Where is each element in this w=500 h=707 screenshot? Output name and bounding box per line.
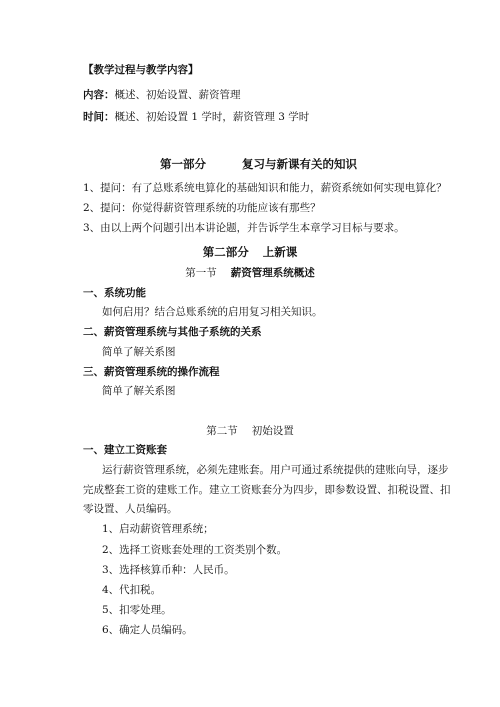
content-text: 概述、初始设置、薪资管理 bbox=[114, 89, 241, 101]
section2-label: 第二节 bbox=[206, 425, 238, 437]
section2-subheading: 一、建立工资账套 bbox=[83, 444, 167, 456]
content-line bbox=[83, 88, 241, 102]
content-label: 内容： bbox=[83, 89, 115, 101]
review-item: 1、提问：有了总账系统电算化的基础知识和能力，薪资系统如何实现电算化？ bbox=[83, 182, 447, 194]
section1-title: 薪资管理系统概述 bbox=[230, 267, 315, 279]
part2-heading bbox=[0, 245, 500, 259]
part2-title: 上新课 bbox=[262, 245, 298, 259]
setup-step: 4、代扣税。 bbox=[102, 584, 162, 596]
section2-paragraph-line: 完成整套工资的建账工作。建立工资账套分为四步，即参数设置、扣税设置、扣 bbox=[83, 484, 451, 496]
review-item: 2、提问：你觉得薪资管理系统的功能应该有那些？ bbox=[83, 202, 321, 214]
section2-paragraph-line: 零设置、人员编码。 bbox=[83, 503, 178, 515]
section2-heading bbox=[0, 424, 500, 438]
section1-paragraph: 简单了解关系图 bbox=[102, 385, 176, 397]
section2-title: 初始设置 bbox=[251, 425, 294, 437]
section1-subheading: 三、薪资管理系统的操作流程 bbox=[83, 366, 220, 378]
part1-label: 第一部分 bbox=[160, 157, 206, 171]
time-label: 时间： bbox=[83, 111, 115, 123]
part1-title: 复习与新课有关的知识 bbox=[242, 157, 357, 171]
section1-heading bbox=[0, 266, 500, 280]
time-text: 概述、初始设置 1 学时，薪资管理 3 学时 bbox=[114, 111, 310, 123]
setup-step: 5、扣零处理。 bbox=[102, 604, 172, 616]
section2-paragraph-line: 运行薪资管理系统，必须先建账套。用户可通过系统提供的建账向导，逐步 bbox=[102, 464, 449, 476]
section1-label: 第一节 bbox=[185, 267, 217, 279]
section1-subheading: 二、薪资管理系统与其他子系统的关系 bbox=[83, 326, 262, 338]
review-item: 3、由以上两个问题引出本讲论题，并告诉学生本章学习目标与要求。 bbox=[83, 222, 405, 234]
section1-paragraph: 简单了解关系图 bbox=[102, 346, 176, 358]
section1-subheading: 一、系统功能 bbox=[83, 287, 146, 299]
part1-heading bbox=[160, 157, 357, 171]
teaching-title: 【教学过程与教学内容】 bbox=[83, 64, 199, 76]
setup-step: 3、选择核算币种：人民币。 bbox=[102, 564, 235, 576]
part2-label: 第二部分 bbox=[202, 245, 249, 259]
section1-paragraph: 如何启用？结合总账系统的启用复习相关知识。 bbox=[102, 306, 323, 318]
time-line bbox=[83, 110, 309, 124]
setup-step: 1、启动薪资管理系统； bbox=[102, 523, 214, 535]
setup-step: 6、确定人员编码。 bbox=[102, 624, 193, 636]
setup-step: 2、选择工资账套处理的工资类别个数。 bbox=[102, 544, 288, 556]
